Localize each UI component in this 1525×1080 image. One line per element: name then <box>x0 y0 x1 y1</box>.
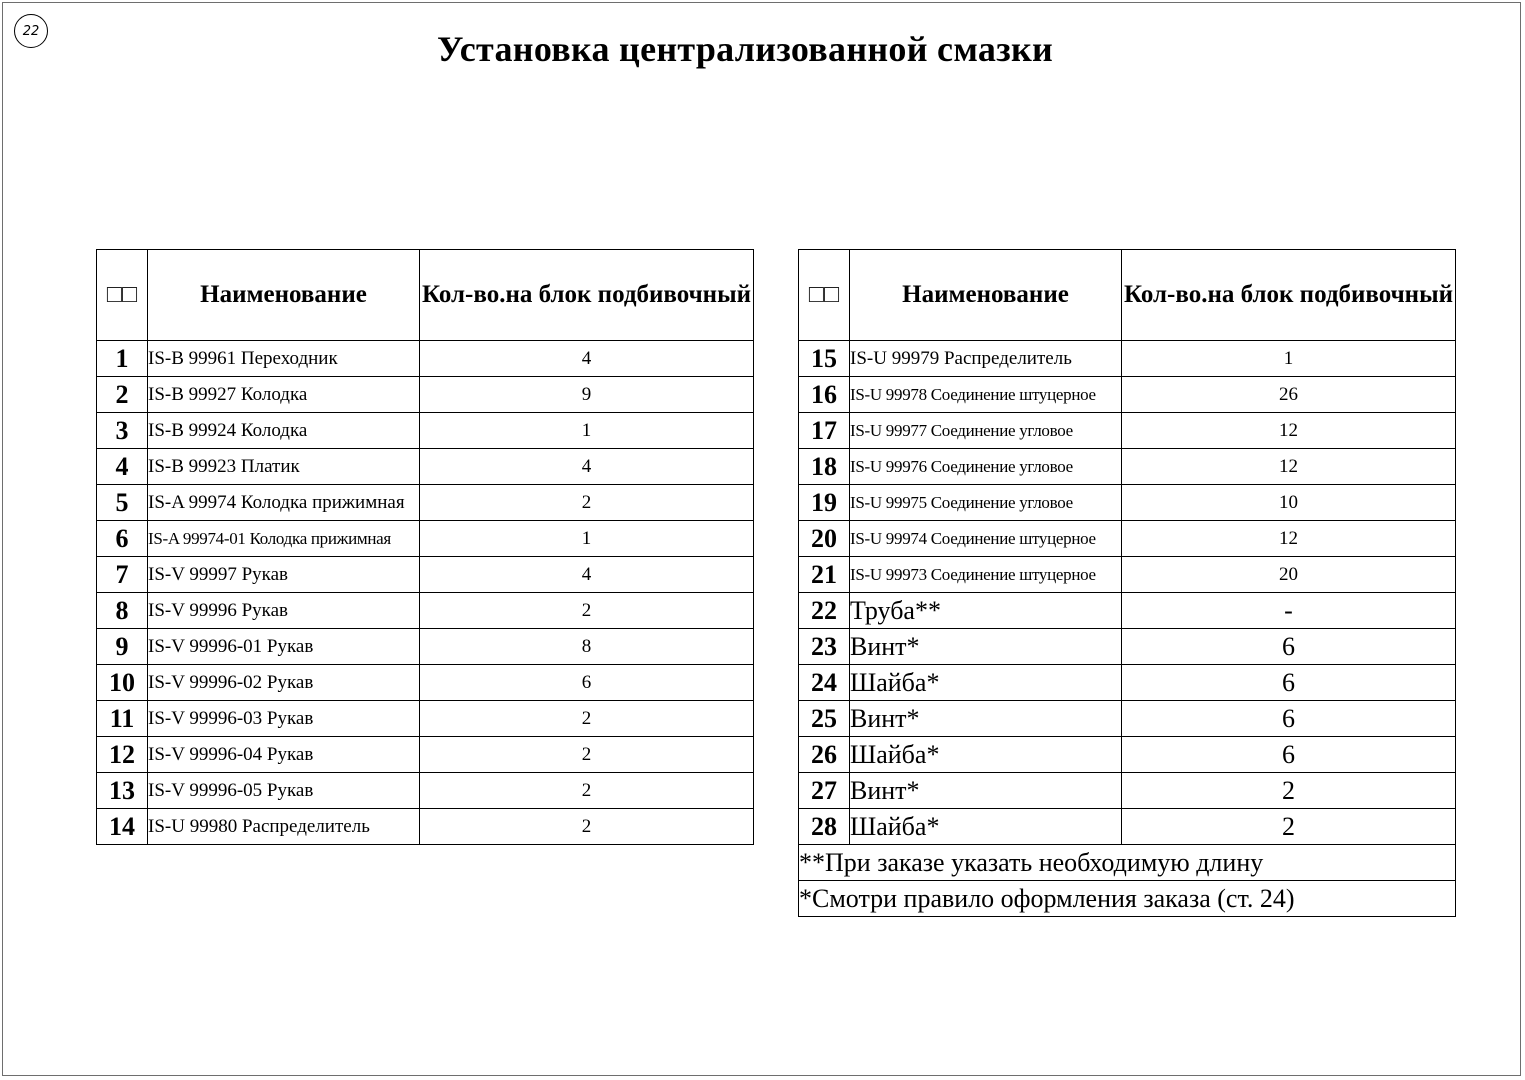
item-quantity: 6 <box>1122 737 1456 773</box>
item-name: Шайба* <box>850 737 1122 773</box>
item-name: Шайба* <box>850 665 1122 701</box>
item-number: 14 <box>97 809 148 845</box>
item-name: IS-A 99974-01 Колодка прижимная <box>148 521 420 557</box>
item-quantity: - <box>1122 593 1456 629</box>
item-quantity: 12 <box>1122 521 1456 557</box>
note-row <box>799 845 1456 881</box>
item-quantity: 9 <box>420 377 754 413</box>
item-name: IS-U 99978 Соединение штуцерное <box>850 377 1122 413</box>
page-title: Установка централизованной смазки <box>436 29 1054 69</box>
item-quantity: 1 <box>1122 341 1456 377</box>
item-number: 20 <box>799 521 850 557</box>
table-row <box>97 413 754 449</box>
table-row <box>97 665 754 701</box>
table-row <box>97 773 754 809</box>
item-number: 4 <box>97 449 148 485</box>
item-number: 17 <box>799 413 850 449</box>
item-number: 10 <box>97 665 148 701</box>
table-row <box>799 377 1456 413</box>
item-number: 1 <box>97 341 148 377</box>
item-number: 21 <box>799 557 850 593</box>
note-row <box>799 881 1456 917</box>
item-number: 16 <box>799 377 850 413</box>
item-name: Шайба* <box>850 809 1122 845</box>
item-quantity: 2 <box>420 593 754 629</box>
table-header-row <box>97 250 754 341</box>
item-number: 22 <box>799 593 850 629</box>
item-name: Винт* <box>850 773 1122 809</box>
item-name: IS-V 99996 Рукав <box>148 593 420 629</box>
table-row <box>799 737 1456 773</box>
table-row <box>97 449 754 485</box>
item-name: IS-U 99979 Распределитель <box>850 341 1122 377</box>
item-quantity: 26 <box>1122 377 1456 413</box>
item-number: 9 <box>97 629 148 665</box>
note-order-rules: *Смотри правило оформления заказа (ст. 24) <box>799 881 1456 917</box>
item-name: IS-V 99996-05 Рукав <box>148 773 420 809</box>
item-quantity: 1 <box>420 413 754 449</box>
item-quantity: 2 <box>1122 773 1456 809</box>
item-quantity: 4 <box>420 557 754 593</box>
item-name: IS-B 99961 Переходник <box>148 341 420 377</box>
item-name: IS-V 99997 Рукав <box>148 557 420 593</box>
item-name: Винт* <box>850 629 1122 665</box>
table-row <box>97 737 754 773</box>
item-name: Винт* <box>850 701 1122 737</box>
item-quantity: 12 <box>1122 449 1456 485</box>
table-row <box>97 593 754 629</box>
table-row <box>799 629 1456 665</box>
item-name: IS-U 99980 Распределитель <box>148 809 420 845</box>
item-quantity: 4 <box>420 341 754 377</box>
item-name: IS-U 99975 Соединение угловое <box>850 485 1122 521</box>
item-quantity: 6 <box>420 665 754 701</box>
table-row <box>799 485 1456 521</box>
item-number: 19 <box>799 485 850 521</box>
table-row <box>97 557 754 593</box>
table-row <box>97 701 754 737</box>
item-name: IS-B 99923 Платик <box>148 449 420 485</box>
item-number: 5 <box>97 485 148 521</box>
item-number: 6 <box>97 521 148 557</box>
item-quantity: 2 <box>420 737 754 773</box>
item-quantity: 8 <box>420 629 754 665</box>
item-number: 18 <box>799 449 850 485</box>
table-row <box>97 809 754 845</box>
table-row <box>97 377 754 413</box>
item-quantity: 6 <box>1122 665 1456 701</box>
note-length: **При заказе указать необходимую длину <box>799 845 1456 881</box>
item-name: IS-B 99924 Колодка <box>148 413 420 449</box>
item-number: 26 <box>799 737 850 773</box>
table-row <box>799 773 1456 809</box>
table-row <box>799 593 1456 629</box>
table-row <box>799 701 1456 737</box>
item-number: 3 <box>97 413 148 449</box>
header-name: Наименование <box>148 250 420 341</box>
item-name: IS-U 99976 Соединение угловое <box>850 449 1122 485</box>
item-number: 7 <box>97 557 148 593</box>
table-row <box>799 557 1456 593</box>
table-row <box>97 485 754 521</box>
header-name: Наименование <box>850 250 1122 341</box>
table-row <box>799 413 1456 449</box>
item-quantity: 20 <box>1122 557 1456 593</box>
item-number: 8 <box>97 593 148 629</box>
item-number: 24 <box>799 665 850 701</box>
item-quantity: 2 <box>420 809 754 845</box>
table-row <box>97 629 754 665</box>
header-quantity: Кол-во.на блок подбивочный <box>420 250 754 341</box>
item-number: 27 <box>799 773 850 809</box>
item-number: 11 <box>97 701 148 737</box>
item-name: IS-V 99996-03 Рукав <box>148 701 420 737</box>
table-row <box>799 809 1456 845</box>
table-header-row <box>799 250 1456 341</box>
page-number-badge: 22 <box>14 14 48 48</box>
item-name: IS-B 99927 Колодка <box>148 377 420 413</box>
item-name: IS-U 99974 Соединение штуцерное <box>850 521 1122 557</box>
item-name: IS-U 99973 Соединение штуцерное <box>850 557 1122 593</box>
item-quantity: 10 <box>1122 485 1456 521</box>
table-row <box>97 521 754 557</box>
item-number: 28 <box>799 809 850 845</box>
item-number: 15 <box>799 341 850 377</box>
item-number: 23 <box>799 629 850 665</box>
table-row <box>97 341 754 377</box>
item-name: IS-V 99996-04 Рукав <box>148 737 420 773</box>
table-row <box>799 665 1456 701</box>
item-quantity: 2 <box>420 773 754 809</box>
header-quantity: Кол-во.на блок подбивочный <box>1122 250 1456 341</box>
item-name: IS-V 99996-02 Рукав <box>148 665 420 701</box>
item-quantity: 2 <box>420 485 754 521</box>
item-quantity: 6 <box>1122 701 1456 737</box>
item-number: 25 <box>799 701 850 737</box>
item-name: IS-A 99974 Колодка прижимная <box>148 485 420 521</box>
item-quantity: 1 <box>420 521 754 557</box>
item-quantity: 12 <box>1122 413 1456 449</box>
item-quantity: 2 <box>1122 809 1456 845</box>
header-number: □□ <box>97 250 148 341</box>
parts-table-right <box>798 249 1456 917</box>
item-number: 2 <box>97 377 148 413</box>
table-row <box>799 341 1456 377</box>
item-number: 13 <box>97 773 148 809</box>
parts-table-left <box>96 249 754 845</box>
item-number: 12 <box>97 737 148 773</box>
item-name: Труба** <box>850 593 1122 629</box>
table-row <box>799 521 1456 557</box>
item-name: IS-V 99996-01 Рукав <box>148 629 420 665</box>
table-row <box>799 449 1456 485</box>
item-name: IS-U 99977 Соединение угловое <box>850 413 1122 449</box>
item-quantity: 4 <box>420 449 754 485</box>
header-number: □□ <box>799 250 850 341</box>
item-quantity: 6 <box>1122 629 1456 665</box>
item-quantity: 2 <box>420 701 754 737</box>
